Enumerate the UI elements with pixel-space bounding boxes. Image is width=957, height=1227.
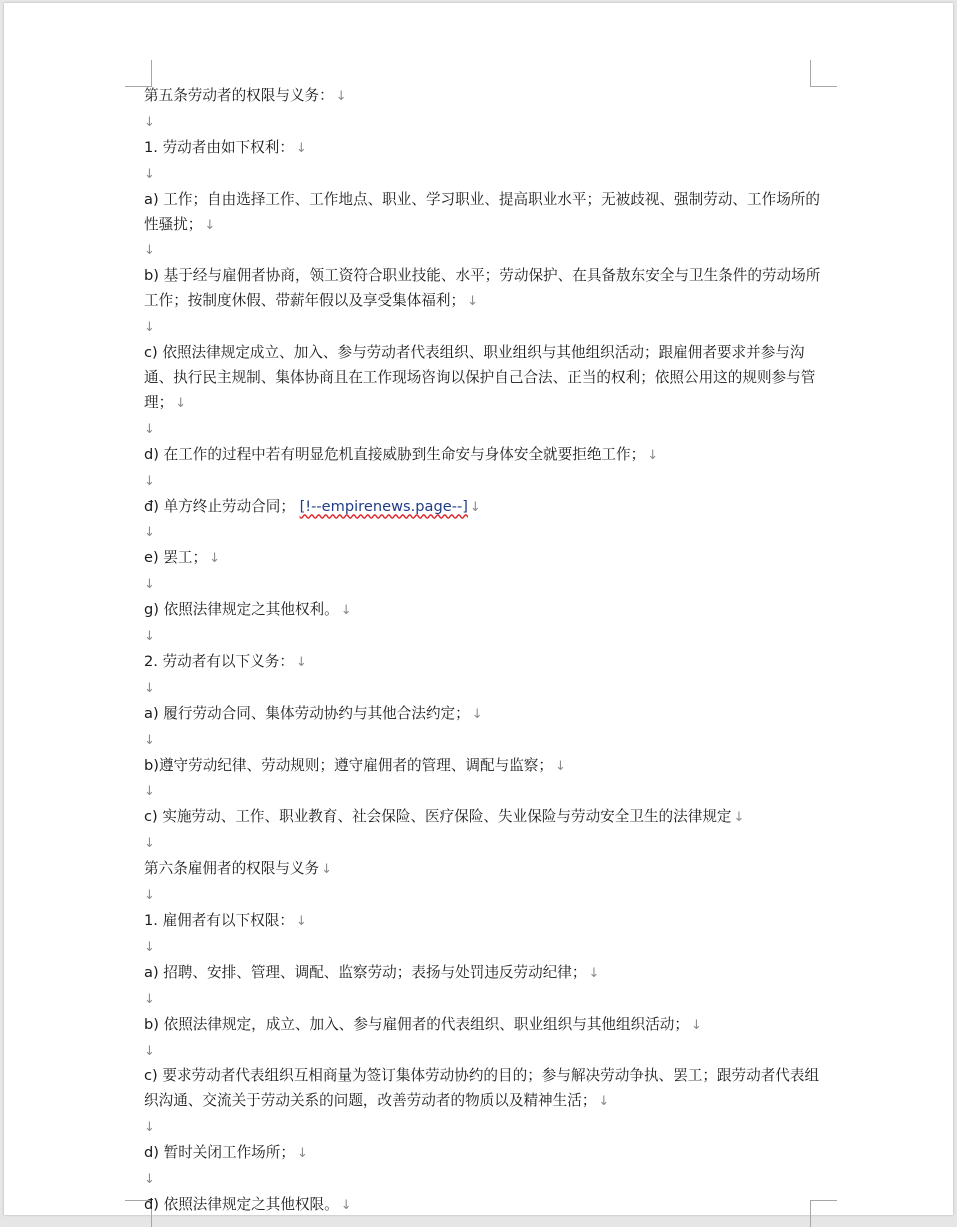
empty-paragraph[interactable] [144, 676, 824, 702]
paragraph-mark-icon: ↓ [690, 1017, 702, 1033]
paragraph-text: đ) 依照法律规定之其他权限。 [144, 1195, 339, 1213]
paragraph-mark-icon: ↓ [296, 1146, 308, 1162]
paragraph-mark-icon: ↓ [144, 784, 155, 800]
paragraph[interactable] [144, 702, 824, 728]
paragraph-mark-icon: ↓ [144, 166, 155, 182]
paragraph-mark-icon: ↓ [144, 577, 155, 593]
paragraph-text: 1. 雇佣者有以下权限： [144, 912, 294, 929]
paragraph-mark-icon: ↓ [471, 706, 483, 722]
paragraph-mark-icon: ↓ [467, 294, 478, 310]
paragraph-mark-icon: ↓ [144, 888, 155, 904]
paragraph[interactable] [144, 909, 824, 935]
paragraph-text: 第六条雇佣者的权限与义务 [144, 860, 320, 878]
paragraph-mark-icon: ↓ [295, 654, 307, 670]
paragraph-mark-icon: ↓ [144, 114, 155, 130]
paragraph-mark-icon: ↓ [295, 914, 307, 929]
paragraph-mark-icon: ↓ [144, 1043, 155, 1059]
paragraph-text: e) 罢工； [144, 549, 208, 567]
paragraph-mark-icon: ↓ [144, 629, 155, 645]
page-tag-text: [!--empirenews.page--] [299, 497, 468, 515]
empty-paragraph[interactable] [144, 417, 824, 443]
paragraph-mark-icon: ↓ [335, 89, 347, 104]
paragraph-mark-icon: ↓ [340, 603, 352, 619]
paragraph-mark-icon: ↓ [175, 395, 187, 411]
paragraph-text: c) 实施劳动、工作、职业教育、社会保险、医疗保险、失业保险与劳动安全卫生的法律规定 [144, 808, 732, 826]
paragraph-mark-icon: ↓ [144, 473, 155, 489]
paragraph-mark-icon: ↓ [144, 525, 155, 541]
paragraph-text: g) 依照法律规定之其他权利。 [144, 601, 339, 619]
empty-paragraph[interactable] [144, 162, 824, 188]
paragraph-text: 第五条劳动者的权限与义务： [144, 87, 334, 104]
paragraph-mark-icon: ↓ [295, 140, 307, 156]
empty-paragraph[interactable] [144, 1115, 824, 1141]
paragraph[interactable] [144, 1141, 824, 1167]
paragraph-text: b) 基于经与雇佣者协商，领工资符合职业技能、水平；劳动保护、在具备敖东安全与卫生条件的劳动场所工作；按制度休假、带薪年假以及享受集体福利； [144, 267, 821, 310]
empty-paragraph[interactable] [144, 987, 824, 1013]
paragraph[interactable] [144, 136, 824, 162]
empty-paragraph[interactable] [144, 1039, 824, 1065]
paragraph[interactable] [144, 495, 824, 521]
paragraph-mark-icon: ↓ [733, 810, 745, 826]
empty-paragraph[interactable] [144, 935, 824, 961]
paragraph-text: b)遵守劳动纪律、劳动规则；遵守雇佣者的管理、调配与监察； [144, 756, 553, 774]
paragraph-mark-icon: ↓ [144, 732, 155, 748]
paragraph-mark-icon: ↓ [321, 862, 333, 878]
empty-paragraph[interactable] [144, 110, 824, 136]
paragraph-mark-icon: ↓ [555, 758, 566, 774]
empty-paragraph[interactable] [144, 883, 824, 909]
paragraph-text: b) 依照法律规定，成立、加入、参与雇佣者的代表组织、职业组织与其他组织活动； [144, 1015, 689, 1033]
paragraph-mark-icon: ↓ [647, 447, 659, 463]
paragraph-text: d) 暂时关闭工作场所； [144, 1144, 295, 1162]
paragraph-mark-icon: ↓ [340, 1197, 352, 1213]
empty-paragraph[interactable] [144, 238, 824, 264]
empty-paragraph[interactable] [144, 779, 824, 805]
empty-paragraph[interactable] [144, 1167, 824, 1193]
document-body[interactable] [144, 84, 824, 1219]
paragraph[interactable] [144, 341, 824, 417]
paragraph[interactable] [144, 754, 824, 780]
empty-paragraph[interactable] [144, 469, 824, 495]
paragraph-mark-icon: ↓ [144, 680, 155, 696]
paragraph-mark-icon: ↓ [144, 1172, 155, 1188]
paragraph-mark-icon: ↓ [469, 499, 481, 515]
paragraph[interactable] [144, 188, 824, 239]
paragraph-mark-icon: ↓ [144, 836, 155, 852]
margin-corner-top-right [810, 60, 837, 87]
paragraph-text: đ) 单方终止劳动合同； [144, 497, 295, 515]
paragraph-text: a) 履行劳动合同、集体劳动协约与其他合法约定； [144, 704, 470, 722]
paragraph-text: a) 招聘、安排、管理、调配、监察劳动；表扬与处罚违反劳动纪律； [144, 963, 587, 981]
paragraph-text: 2. 劳动者有以下义务： [144, 652, 294, 670]
paragraph[interactable] [144, 1013, 824, 1039]
paragraph[interactable] [144, 546, 824, 572]
paragraph-mark-icon: ↓ [598, 1094, 610, 1110]
paragraph[interactable] [144, 1064, 824, 1115]
paragraph-mark-icon: ↓ [144, 421, 155, 437]
paragraph-mark-icon: ↓ [144, 939, 155, 955]
paragraph[interactable] [144, 961, 824, 987]
paragraph-mark-icon: ↓ [144, 243, 155, 259]
paragraph[interactable] [144, 650, 824, 676]
paragraph[interactable] [144, 598, 824, 624]
paragraph-text: c) 依照法律规定成立、加入、参与劳动者代表组织、职业组织与其他组织活动；跟雇佣者要求并参与沟通、执行民主规制、集体协商且在工作现场咨询以保护自己合法、正当的权利；依照公用这的规则参与管理； [144, 344, 816, 411]
paragraph-mark-icon: ↓ [144, 991, 155, 1007]
empty-paragraph[interactable] [144, 728, 824, 754]
paragraph[interactable] [144, 84, 824, 110]
paragraph[interactable] [144, 805, 824, 831]
empty-paragraph[interactable] [144, 315, 824, 341]
empty-paragraph[interactable] [144, 572, 824, 598]
paragraph-mark-icon: ↓ [204, 217, 216, 233]
paragraph-mark-icon: ↓ [209, 551, 220, 567]
paragraph[interactable] [144, 443, 824, 469]
paragraph-text: 1. 劳动者由如下权利： [144, 138, 294, 156]
paragraph[interactable] [144, 264, 824, 315]
paragraph-mark-icon: ↓ [144, 1120, 155, 1136]
empty-paragraph[interactable] [144, 520, 824, 546]
paragraph-mark-icon: ↓ [144, 320, 155, 336]
paragraph[interactable] [144, 857, 824, 883]
margin-corner-top-left [125, 60, 152, 87]
empty-paragraph[interactable] [144, 624, 824, 650]
paragraph-text: c) 要求劳动者代表组织互相商量为签订集体劳动协约的目的；参与解决劳动争执、罢工；跟劳动者代表组织沟通、交流关于劳动关系的问题，改善劳动者的物质以及精神生活； [144, 1067, 820, 1110]
paragraph-mark-icon: ↓ [588, 965, 600, 981]
paragraph-text: d) 在工作的过程中若有明显危机直接威胁到生命安与身体安全就要拒绝工作； [144, 445, 646, 463]
paragraph-text: a) 工作；自由选择工作、工作地点、职业、学习职业、提高职业水平；无被歧视、强制劳动、工作场所的性骚扰； [144, 190, 820, 233]
empty-paragraph[interactable] [144, 831, 824, 857]
